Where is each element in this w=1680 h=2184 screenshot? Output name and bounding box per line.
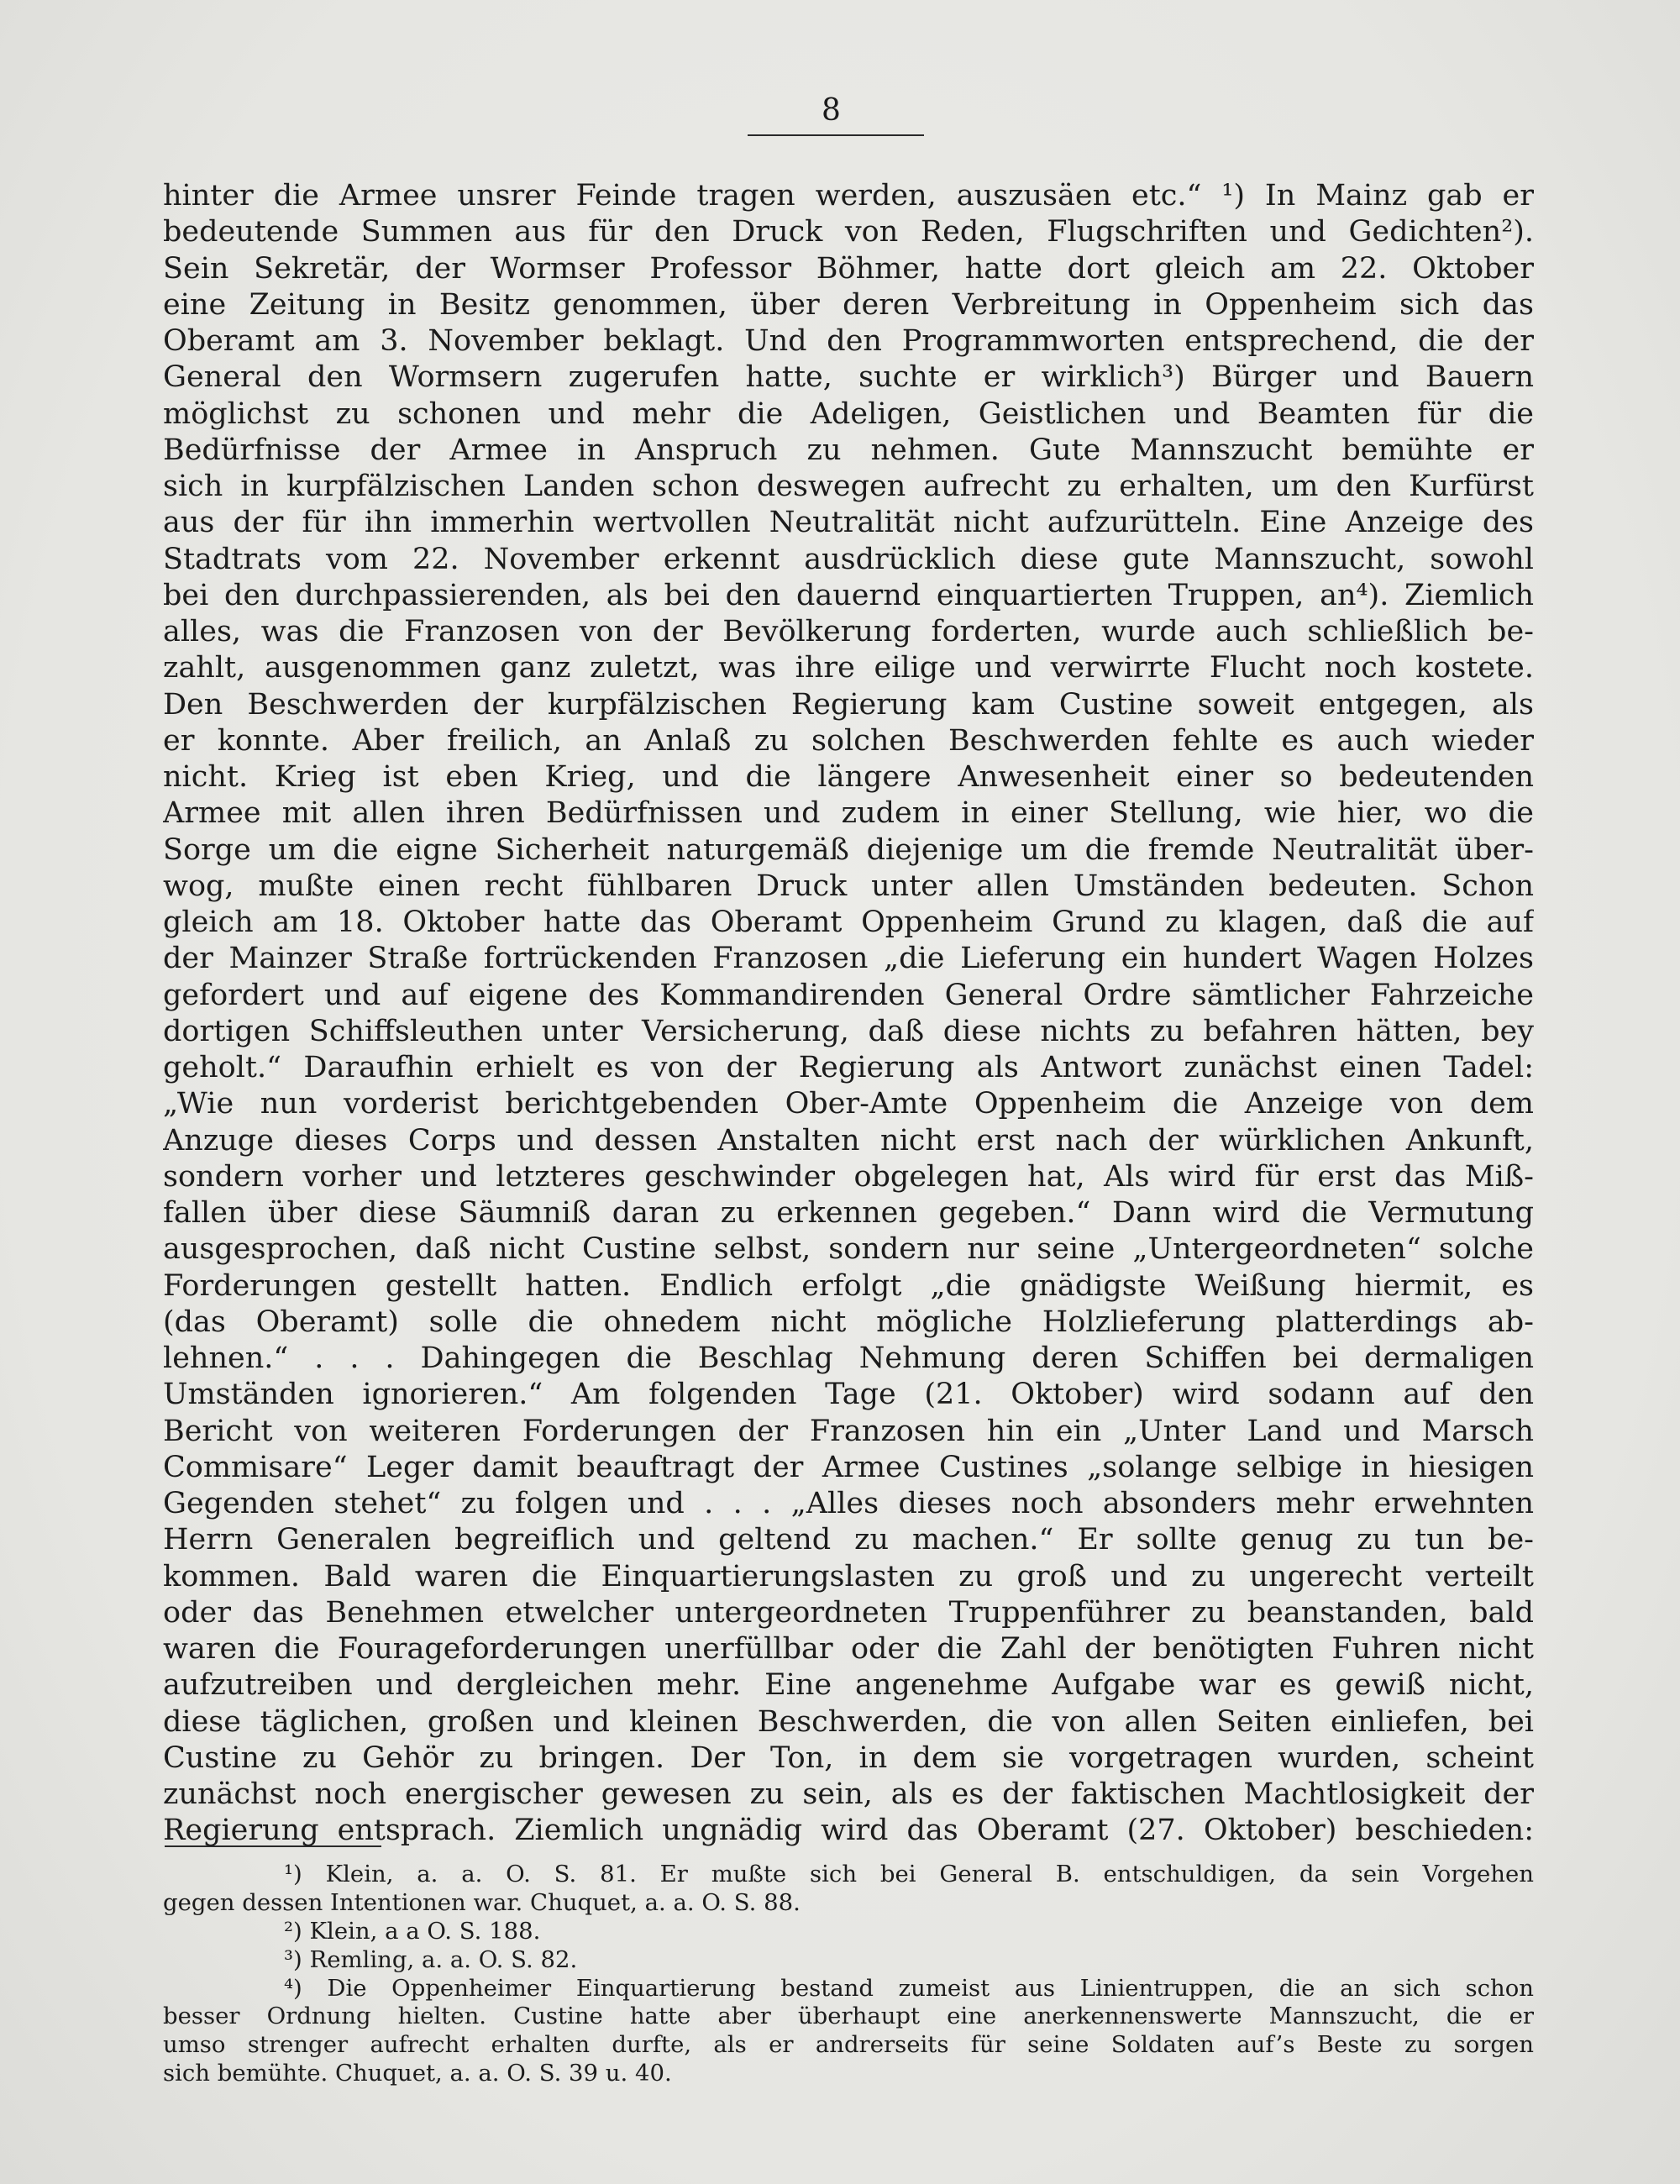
body-line: ausgesprochen, daß nicht Custine selbst, sondern nur seine „Untergeordneten“ solche bbox=[163, 1232, 1534, 1267]
body-line: nicht. Krieg ist eben Krieg, und die längere Anwesenheit einer so bedeutenden bbox=[163, 760, 1534, 794]
body-line: sich in kurpfälzischen Landen schon deswegen aufrecht zu erhalten, um den Kurfürst bbox=[163, 470, 1534, 503]
body-line: Forderungen gestellt hatten. Endlich erfolgt „die gnädigste Weißung hiermit, es bbox=[163, 1268, 1534, 1303]
body-line: wog, mußte einen recht fühlbaren Druck unter allen Umständen bedeuten. Schon bbox=[163, 869, 1534, 903]
body-line: waren die Fourageforderungen unerfüllbar oder die Zahl der benötigten Fuhren nicht bbox=[163, 1632, 1534, 1666]
body-line: eine Zeitung in Besitz genommen, über deren Verbreitung in Oppenheim sich das bbox=[163, 287, 1534, 322]
body-line: gleich am 18. Oktober hatte das Oberamt Oppenheim Grund zu klagen, daß die auf bbox=[163, 906, 1534, 939]
body-line: General den Wormsern zugerufen hatte, suchte er wirklich³) Bürger und Bauern bbox=[163, 360, 1534, 395]
body-line: fallen über diese Säumniß daran zu erkennen gegeben.“ Dann wird die Vermutung bbox=[163, 1196, 1534, 1230]
page-number-rule bbox=[748, 134, 924, 136]
body-line: alles, was die Franzosen von der Bevölkerung forderten, wurde auch schließlich be- bbox=[163, 615, 1534, 648]
body-line: Stadtrats vom 22. November erkennt ausdrücklich diese gute Mannszucht, sowohl bbox=[163, 542, 1534, 576]
body-line: aus der für ihn immerhin wertvollen Neutralität nicht aufzurütteln. Eine Anzeige des bbox=[163, 506, 1534, 540]
body-line: (das Oberamt) solle die ohnedem nicht mögliche Holzlieferung platterdings ab- bbox=[163, 1305, 1534, 1339]
body-line: oder das Benehmen etwelcher untergeordneten Truppenführer zu beanstanden, bald bbox=[163, 1595, 1534, 1630]
body-line: Commisare“ Leger damit beauftragt der Armee Custines „solange selbige in hiesigen bbox=[163, 1450, 1534, 1484]
footnote-line: gegen dessen Intentionen war. Chuquet, a. a. O. S. 88. bbox=[163, 1888, 801, 1916]
body-line: sondern vorher und letzteres geschwinder obgelegen hat, Als wird für erst das Miß- bbox=[163, 1159, 1534, 1194]
footnote-line: besser Ordnung hielten. Custine hatte aber überhaupt eine anerkennenswerte Mannszucht, die er bbox=[163, 2003, 1534, 2030]
body-line: aufzutreiben und dergleichen mehr. Eine angenehme Aufgabe war es gewiß nicht, bbox=[163, 1668, 1534, 1703]
body-line: Bericht von weiteren Forderungen der Franzosen hin ein „Unter Land und Marsch bbox=[163, 1414, 1534, 1448]
body-line: Umständen ignorieren.“ Am folgenden Tage (21. Oktober) wird sodann auf den bbox=[163, 1378, 1534, 1412]
body-line: Herrn Generalen begreiflich und geltend zu machen.“ Er sollte genug zu tun be- bbox=[163, 1523, 1534, 1557]
body-line: Bedürfnisse der Armee in Anspruch zu nehmen. Gute Mannszucht bemühte er bbox=[163, 433, 1534, 467]
body-text bbox=[163, 178, 1534, 1850]
body-line: Den Beschwerden der kurpfälzischen Regierung kam Custine soweit entgegen, als bbox=[163, 687, 1534, 722]
footnote-line: umso strenger aufrecht erhalten durfte, als er andrerseits für seine Soldaten auf’s Beste zu sorgen bbox=[163, 2031, 1534, 2059]
body-line: Oberamt am 3. November beklagt. Und den Programmworten entsprechend, die der bbox=[163, 324, 1534, 358]
body-line: möglichst zu schonen und mehr die Adeligen, Geistlichen und Beamten für die bbox=[163, 396, 1534, 431]
footnote-line: ³) Remling, a. a. O. S. 82. bbox=[284, 1945, 578, 1973]
footnote-rule bbox=[165, 1845, 381, 1847]
footnote-line: sich bemühte. Chuquet, a. a. O. S. 39 u. 40. bbox=[163, 2060, 672, 2087]
body-line: Sein Sekretär, der Wormser Professor Böhmer, hatte dort gleich am 22. Oktober bbox=[163, 251, 1534, 286]
footnotes bbox=[163, 1861, 1534, 2088]
body-line: zahlt, ausgenommen ganz zuletzt, was ihre eilige und verwirrte Flucht noch kostete. bbox=[163, 651, 1534, 685]
footnote-line: ⁴) Die Oppenheimer Einquartierung bestand zumeist aus Linientruppen, die an sich schon bbox=[284, 1974, 1534, 2002]
footnote-line: ²) Klein, a a O. S. 188. bbox=[284, 1917, 541, 1945]
body-line: „Wie nun vorderist berichtgebenden Ober-Amte Oppenheim die Anzeige von dem bbox=[163, 1087, 1534, 1121]
body-line: Custine zu Gehör zu bringen. Der Ton, in dem sie vorgetragen wurden, scheint bbox=[163, 1740, 1534, 1775]
body-line: bedeutende Summen aus für den Druck von Reden, Flugschriften und Gedichten²). bbox=[163, 215, 1534, 249]
page-number: 8 bbox=[822, 93, 842, 128]
body-line: geholt.“ Daraufhin erhielt es von der Regierung als Antwort zunächst einen Tadel: bbox=[163, 1051, 1534, 1084]
body-line: hinter die Armee unsrer Feinde tragen werden, auszusäen etc.“ ¹) In Mainz gab er bbox=[163, 179, 1534, 213]
body-line: Sorge um die eigne Sicherheit naturgemäß diejenige um die fremde Neutralität über- bbox=[163, 832, 1534, 867]
body-line: er konnte. Aber freilich, an Anlaß zu solchen Beschwerden fehlte es auch wieder bbox=[163, 723, 1534, 758]
body-line: Anzuge dieses Corps und dessen Anstalten nicht erst nach der würklichen Ankunft, bbox=[163, 1123, 1534, 1158]
body-line: Armee mit allen ihren Bedürfnissen und zudem in einer Stellung, wie hier, wo die bbox=[163, 796, 1534, 831]
body-line: Gegenden stehet“ zu folgen und . . . „Alles dieses noch absonders mehr erwehnten bbox=[163, 1487, 1534, 1520]
body-line: dortigen Schiffsleuthen unter Versicherung, daß diese nichts zu befahren hätten, bey bbox=[163, 1014, 1534, 1048]
body-line: bei den durchpassierenden, als bei den dauernd einquartierten Truppen, an⁴). Ziemlich bbox=[163, 578, 1534, 612]
body-line: lehnen.“ . . . Dahingegen die Beschlag Nehmung deren Schiffen bei dermaligen bbox=[163, 1341, 1534, 1375]
body-line: kommen. Bald waren die Einquartierungslasten zu groß und zu ungerecht verteilt bbox=[163, 1559, 1534, 1593]
body-line: Regierung entsprach. Ziemlich ungnädig wird das Oberamt (27. Oktober) beschieden: bbox=[163, 1814, 1534, 1848]
body-line: zunächst noch energischer gewesen zu sein, als es der faktischen Machtlosigkeit der bbox=[163, 1777, 1534, 1811]
footnote-line: ¹) Klein, a. a. O. S. 81. Er mußte sich bei General B. entschuldigen, da sein Vorgehen bbox=[284, 1861, 1534, 1887]
body-line: gefordert und auf eigene des Kommandirenden General Ordre sämtlicher Fahrzeiche bbox=[163, 978, 1534, 1012]
body-line: diese täglichen, großen und kleinen Beschwerden, die von allen Seiten einliefen, bei bbox=[163, 1704, 1534, 1739]
body-line: der Mainzer Straße fortrückenden Franzosen „die Lieferung ein hundert Wagen Holzes bbox=[163, 942, 1534, 976]
